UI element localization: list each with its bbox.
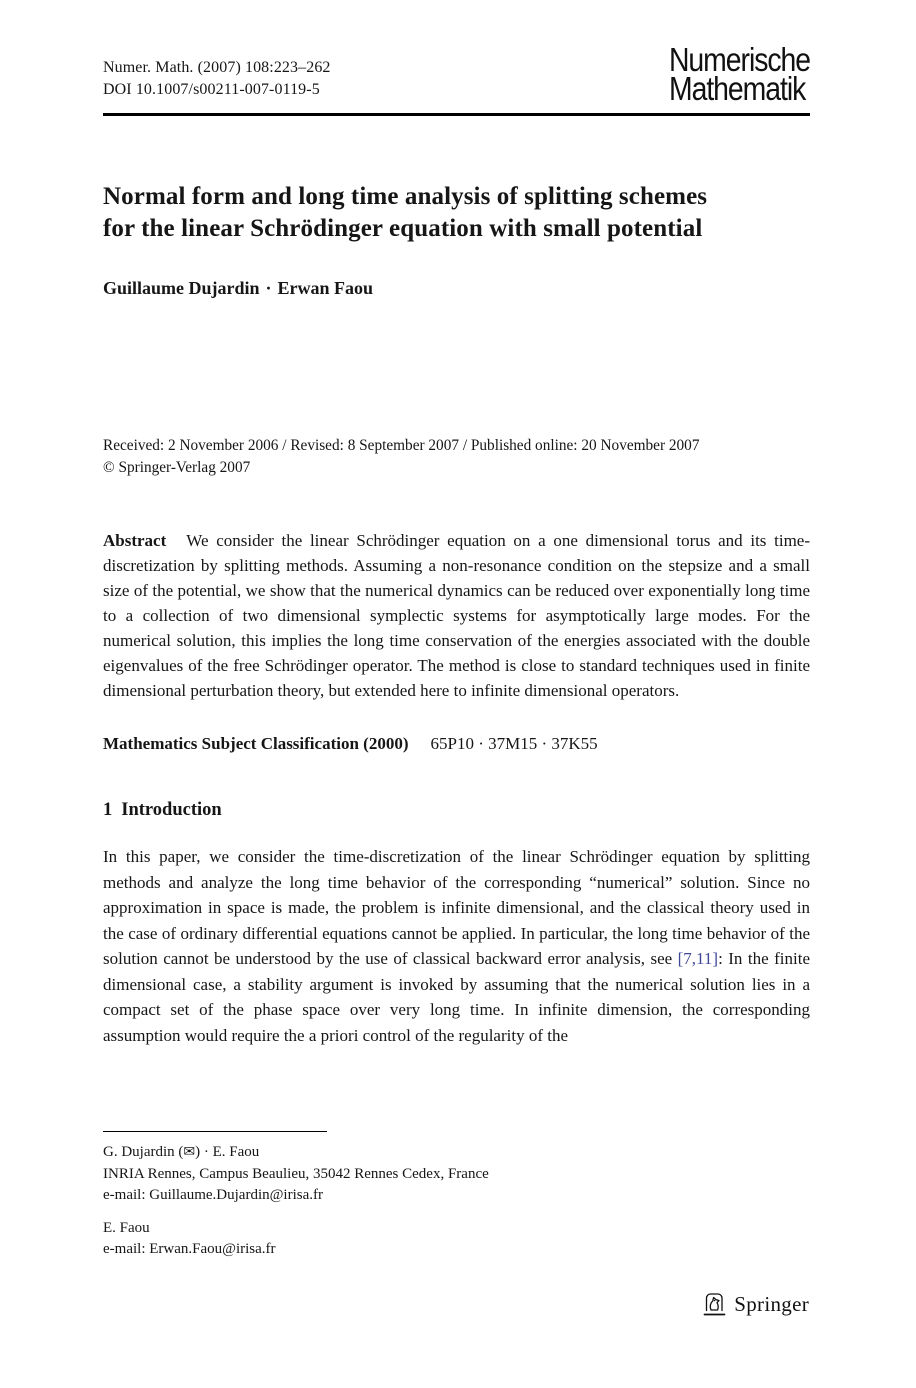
msc-codes: 65P10 · 37M15 · 37K55 bbox=[430, 734, 598, 753]
journal-name-line1: Numerische bbox=[668, 41, 810, 78]
doi: DOI 10.1007/s00211-007-0119-5 bbox=[103, 81, 320, 98]
copyright-line: © Springer-Verlag 2007 bbox=[103, 459, 251, 476]
abstract-text: We consider the linear Schrödinger equation on a one dimensional torus and its time-discretization by splitting methods. Assuming a non-resonance condition on the stepsize and a small size of the potential, we show that the numerical dynamics can be reduced over exponentially long time to a collection of two dimensional symplectic systems for asymptotically large modes. For the numerical solution, this implies the long time conservation of the energies associated with the double eigenvalues of the free Schrödinger operator. The method is close to standard techniques used in finite dimensional perturbation theory, but extended here to infinite dimensional operators. bbox=[103, 531, 810, 700]
title-line2: for the linear Schrödinger equation with small potential bbox=[103, 215, 703, 242]
publisher-brand bbox=[702, 1291, 809, 1318]
journal-name-line2: Mathematik bbox=[668, 70, 806, 107]
msc-label: Mathematics Subject Classification (2000) bbox=[103, 734, 409, 753]
footnote-block-1 bbox=[103, 1142, 813, 1207]
corresponding-author-line bbox=[103, 1142, 813, 1164]
footnote bbox=[103, 1131, 813, 1261]
journal-citation: Numer. Math. (2007) 108:223–262 bbox=[103, 59, 331, 76]
corresponding-author-post: ) · E. Faou bbox=[195, 1144, 260, 1160]
footnote-rule bbox=[103, 1131, 327, 1132]
footnote-author-2: E. Faou bbox=[103, 1219, 150, 1236]
email-line-1: e-mail: Guillaume.Dujardin@irisa.fr bbox=[103, 1187, 323, 1203]
journal-logo bbox=[668, 41, 810, 107]
section-number: 1 bbox=[103, 800, 113, 820]
author-2: Erwan Faou bbox=[277, 278, 374, 298]
intro-paragraph bbox=[103, 844, 810, 1048]
corresponding-author-pre: G. Dujardin ( bbox=[103, 1144, 184, 1160]
reference-link[interactable]: [7,11] bbox=[677, 949, 719, 968]
author-1: Guillaume Dujardin bbox=[103, 278, 260, 298]
authors-line bbox=[103, 278, 810, 299]
publisher-name: Springer bbox=[734, 1292, 809, 1316]
section-title: Introduction bbox=[121, 800, 222, 820]
history-dates: Received: 2 November 2006 / Revised: 8 September 2007 / Published online: 20 November 2007 bbox=[103, 437, 700, 454]
section-heading-introduction bbox=[103, 800, 810, 821]
intro-text-1: In this paper, we consider the time-discretization of the linear Schrödinger equation by splitting methods and analyze the long time behavior of the corresponding “numerical” solution. Since no approximation in space is made, the problem is infinite dimensional, and the classical theory used in the case of ordinary differential equations cannot be applied. In particular, the long time behavior of the solution cannot be understood by the use of classical backward error analysis, see bbox=[103, 847, 810, 968]
abstract-label: Abstract bbox=[103, 531, 167, 550]
footnote-block-2 bbox=[103, 1218, 813, 1261]
email-line-2: e-mail: Erwan.Faou@irisa.fr bbox=[103, 1241, 276, 1257]
header-rule bbox=[103, 113, 810, 116]
citation-block bbox=[103, 57, 331, 101]
journal-header bbox=[103, 0, 810, 107]
affiliation-line: INRIA Rennes, Campus Beaulieu, 35042 Rennes Cedex, France bbox=[103, 1165, 489, 1182]
envelope-icon: ✉ bbox=[183, 1145, 196, 1160]
msc-line bbox=[103, 734, 810, 754]
abstract bbox=[103, 528, 810, 703]
author-separator: · bbox=[265, 278, 272, 298]
title-line1: Normal form and long time analysis of splitting schemes bbox=[103, 183, 708, 210]
article-history bbox=[103, 435, 810, 479]
springer-horse-icon bbox=[702, 1291, 727, 1318]
intro-text-2: : In the finite dimensional case, a stability argument is invoked by assuming that the numerical solution lies in a compact set of the phase space over very long time. In infinite dimension, the corresponding assumption would require the a priori control of the regularity of the bbox=[103, 949, 810, 1045]
paper-title bbox=[103, 181, 810, 245]
